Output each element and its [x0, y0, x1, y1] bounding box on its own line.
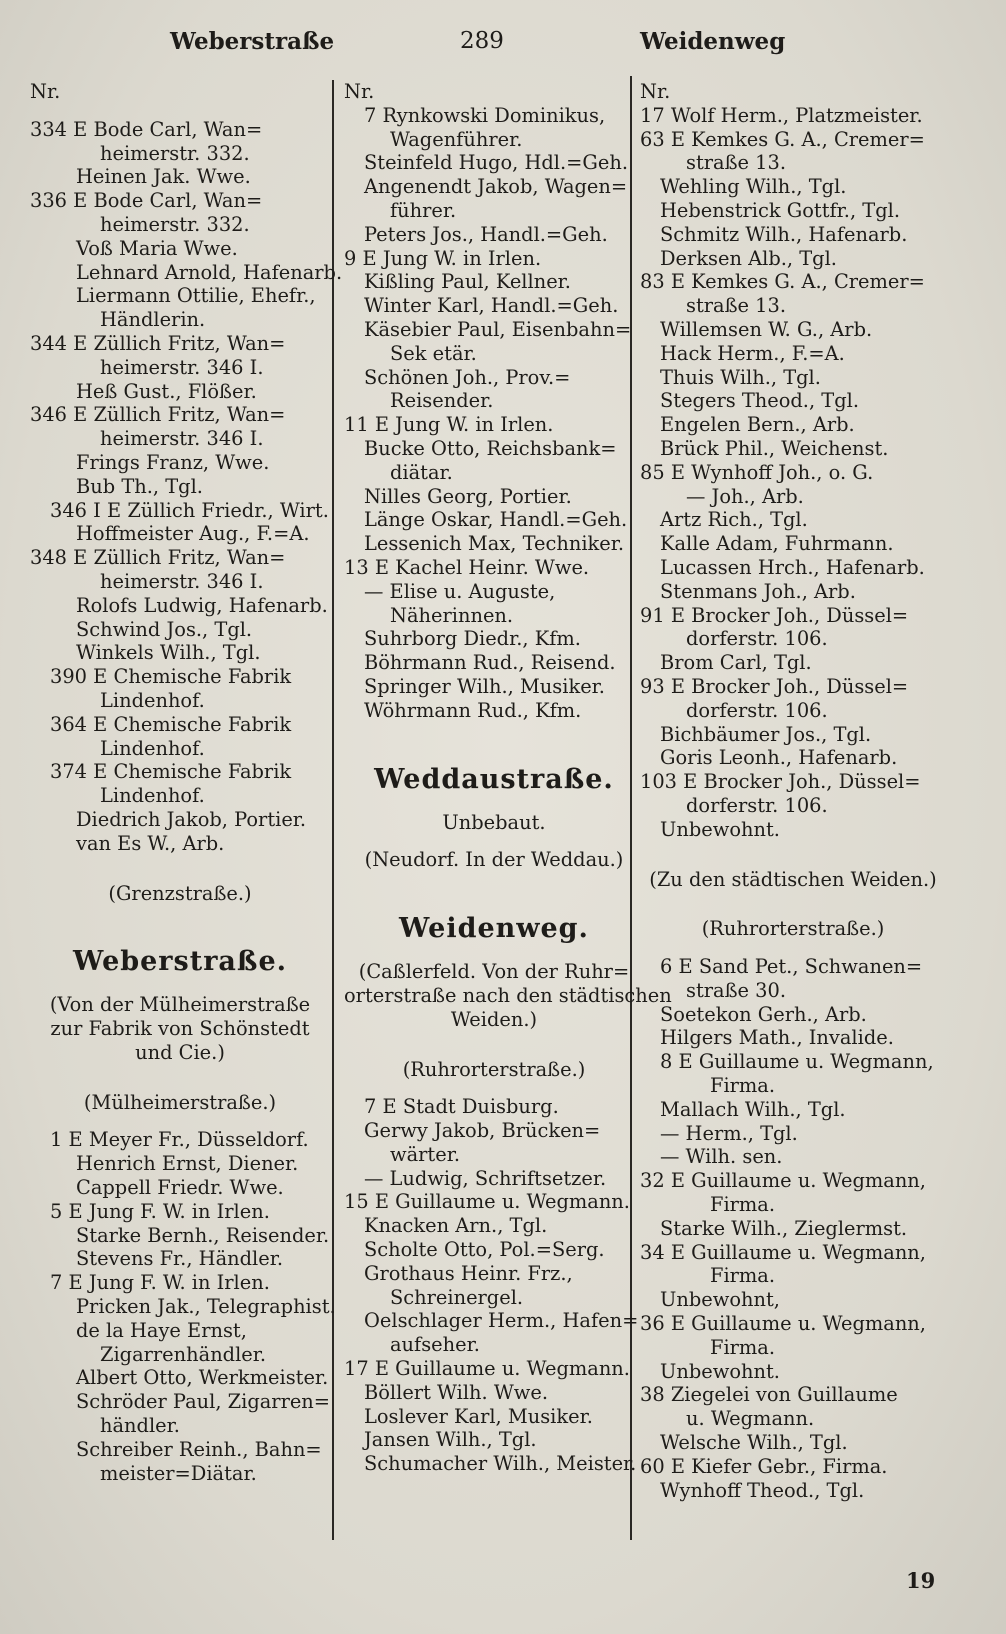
- entry-line: Brom Carl, Tgl.: [660, 651, 812, 675]
- entry-line: Kalle Adam, Fuhrmann.: [660, 532, 894, 556]
- entry-line: Goris Leonh., Hafenarb.: [660, 746, 898, 770]
- spacer: [344, 1032, 644, 1058]
- entry-line: 34 E Guillaume u. Wegmann,: [640, 1240, 926, 1264]
- entry-line: Käsebier Paul, Eisenbahn=: [364, 317, 632, 341]
- entry-line: Hilgers Math., Invalide.: [660, 1026, 894, 1050]
- entry-line: 8 E Guillaume u. Wegmann,: [660, 1050, 934, 1074]
- section-note: zur Fabrik von Schönstedt: [50, 1017, 310, 1041]
- entry-line: 374 E Chemische Fabrik: [50, 760, 292, 784]
- entry-line: Nr.: [344, 80, 375, 103]
- entry-line: Näherinnen.: [390, 603, 514, 627]
- entry-line: Heinen Jak. Wwe.: [76, 165, 251, 189]
- page-number: 289: [460, 28, 504, 54]
- entry-line: Albert Otto, Werkmeister.: [76, 1366, 329, 1390]
- entry-line: straße 13.: [686, 294, 787, 318]
- entry-line: Wynhoff Theod., Tgl.: [660, 1478, 865, 1502]
- entry-line: 17 E Guillaume u. Wegmann.: [344, 1357, 630, 1381]
- entry-line: dorferstr. 106.: [686, 627, 828, 651]
- column-rule-left: [332, 80, 334, 1540]
- entry-line: Lindenhof.: [100, 736, 205, 760]
- street-heading: Weidenweg.: [399, 913, 589, 945]
- street-heading: Weddaustraße.: [374, 763, 614, 795]
- entry-line: Lessenich Max, Techniker.: [364, 532, 625, 556]
- entry-line: 364 E Chemische Fabrik: [50, 712, 292, 736]
- entry-line: Firma.: [710, 1264, 776, 1288]
- entry-line: 1 E Meyer Fr., Düsseldorf.: [50, 1128, 309, 1152]
- entry-line: Firma.: [710, 1074, 776, 1098]
- entry-line: 7 E Stadt Duisburg.: [364, 1095, 559, 1119]
- entry-line: Lindenhof.: [100, 784, 205, 808]
- spacer: [30, 104, 330, 118]
- spacer: [640, 941, 946, 955]
- entry-line: Engelen Bern., Arb.: [660, 413, 855, 437]
- entry-line: Loslever Karl, Musiker.: [364, 1404, 593, 1428]
- entry-line: heimerstr. 346 I.: [100, 355, 264, 379]
- entry-line: Bichbäumer Jos., Tgl.: [660, 722, 872, 746]
- entry-line: 7 E Jung F. W. in Irlen.: [50, 1271, 270, 1295]
- entry-line: Jansen Wilh., Tgl.: [364, 1428, 537, 1452]
- entry-line: Gerwy Jakob, Brücken=: [364, 1119, 601, 1143]
- entry-line: Derksen Alb., Tgl.: [660, 246, 837, 270]
- entry-line: Lucassen Hrch., Hafenarb.: [660, 555, 925, 579]
- entry-line: Springer Wilh., Musiker.: [364, 674, 605, 698]
- entry-line: Böhrmann Rud., Reisend.: [364, 651, 616, 675]
- section-note: orterstraße nach den städtischen: [344, 983, 672, 1007]
- column-2: [344, 80, 672, 1476]
- entry-line: Schreinergel.: [390, 1285, 524, 1309]
- entry-line: 5 E Jung F. W. in Irlen.: [50, 1199, 270, 1223]
- entry-line: 103 E Brocker Joh., Düssel=: [640, 770, 921, 794]
- entry-line: 83 E Kemkes G. A., Cremer=: [640, 270, 925, 294]
- section-note: (Neudorf. In der Weddau.): [364, 848, 624, 872]
- entry-line: Heß Gust., Flößer.: [76, 379, 257, 403]
- entry-line: Schröder Paul, Zigarren=: [76, 1390, 331, 1414]
- entry-line: 36 E Guillaume u. Wegmann,: [640, 1312, 926, 1336]
- entry-line: Starke Wilh., Zieglermst.: [660, 1216, 908, 1240]
- entry-line: Böllert Wilh. Wwe.: [364, 1380, 549, 1404]
- section-note: (Mülheimerstraße.): [83, 1090, 277, 1114]
- entry-line: u. Wegmann.: [686, 1407, 815, 1431]
- entry-line: Länge Oskar, Handl.=Geh.: [364, 508, 628, 532]
- entry-line: 63 E Kemkes G. A., Cremer=: [640, 127, 925, 151]
- entry-line: aufseher.: [390, 1333, 480, 1357]
- spacer: [30, 1065, 330, 1091]
- section-note: (Zu den städtischen Weiden.): [649, 867, 937, 891]
- entry-line: Händlerin.: [100, 308, 206, 332]
- entry-line: 15 E Guillaume u. Wegmann.: [344, 1190, 630, 1214]
- spacer: [30, 979, 330, 993]
- section-note: (Ruhrorterstraße.): [402, 1057, 586, 1081]
- section-note: (Caßlerfeld. Von der Ruhr=: [358, 960, 630, 984]
- entry-line: 334 E Bode Carl, Wan=: [30, 117, 263, 141]
- entry-line: 32 E Guillaume u. Wegmann,: [640, 1169, 926, 1193]
- entry-line: van Es W., Arb.: [76, 831, 225, 855]
- entry-line: Stegers Theod., Tgl.: [660, 389, 860, 413]
- entry-line: Bucke Otto, Reichsbank=: [364, 436, 617, 460]
- entry-line: dorferstr. 106.: [686, 698, 828, 722]
- entry-line: 7 Rynkowski Dominikus,: [364, 103, 606, 127]
- entry-line: Hack Herm., F.=A.: [660, 341, 845, 365]
- entry-line: Rolofs Ludwig, Hafenarb.: [76, 593, 328, 617]
- spacer: [344, 834, 644, 848]
- entry-line: de la Haye Ernst,: [76, 1318, 247, 1342]
- entry-line: Winter Karl, Handl.=Geh.: [364, 294, 619, 318]
- entry-line: Unbewohnt,: [660, 1288, 780, 1312]
- entry-line: Peters Jos., Handl.=Geh.: [364, 222, 608, 246]
- entry-line: Grothaus Heinr. Frz.,: [364, 1261, 573, 1285]
- entry-line: 346 I E Züllich Friedr., Wirt.: [50, 498, 329, 522]
- entry-line: 346 E Züllich Fritz, Wan=: [30, 403, 286, 427]
- column-3: [640, 80, 946, 1502]
- entry-line: 60 E Kiefer Gebr., Firma.: [640, 1454, 888, 1478]
- spacer: [344, 1081, 644, 1095]
- entry-line: Schönen Joh., Prov.=: [364, 365, 571, 389]
- entry-line: händler.: [100, 1414, 180, 1438]
- entry-line: Kißling Paul, Kellner.: [364, 270, 571, 294]
- entry-line: Pricken Jak., Telegraphist.: [76, 1295, 336, 1319]
- entry-line: Suhrborg Diedr., Kfm.: [364, 627, 581, 651]
- entry-line: heimerstr. 346 I.: [100, 427, 264, 451]
- section-note: Weiden.): [450, 1007, 538, 1031]
- entry-line: Sek etär.: [390, 341, 477, 365]
- entry-line: Nr.: [30, 80, 61, 103]
- entry-line: 17 Wolf Herm., Platzmeister.: [640, 103, 923, 127]
- entry-line: — Wilh. sen.: [660, 1145, 783, 1169]
- entry-line: Starke Bernh., Reisender.: [76, 1223, 330, 1247]
- entry-line: Hoffmeister Aug., F.=A.: [76, 522, 310, 546]
- entry-line: Wagenführer.: [390, 127, 523, 151]
- entry-line: straße 30.: [686, 978, 787, 1002]
- entry-line: heimerstr. 346 I.: [100, 569, 264, 593]
- section-note: (Von der Mülheimerstraße: [49, 993, 311, 1017]
- header-left-street: Weberstraße: [170, 28, 335, 55]
- entry-line: — Ludwig, Schriftsetzer.: [364, 1166, 607, 1190]
- entry-line: Cappell Friedr. Wwe.: [76, 1176, 284, 1200]
- entry-line: 9 E Jung W. in Irlen.: [344, 246, 542, 270]
- section-note: und Cie.): [135, 1040, 225, 1064]
- entry-line: 13 E Kachel Heinr. Wwe.: [344, 555, 590, 579]
- entry-line: Voß Maria Wwe.: [76, 236, 238, 260]
- entry-line: wärter.: [390, 1142, 460, 1166]
- entry-line: Soetekon Gerh., Arb.: [660, 1002, 867, 1026]
- entry-line: Unbewohnt.: [660, 817, 780, 841]
- entry-line: Stenmans Joh., Arb.: [660, 579, 856, 603]
- column-1: [30, 80, 343, 1485]
- spacer: [30, 1114, 330, 1128]
- entry-line: meister=Diätar.: [100, 1461, 257, 1485]
- entry-line: 6 E Sand Pet., Schwanen=: [660, 955, 923, 979]
- entry-line: Bub Th., Tgl.: [76, 474, 203, 498]
- entry-line: 85 E Wynhoff Joh., o. G.: [640, 460, 874, 484]
- spacer: [344, 723, 644, 763]
- spacer: [640, 891, 946, 917]
- entry-line: Schwind Jos., Tgl.: [76, 617, 253, 641]
- street-heading: Weberstraße.: [72, 946, 288, 978]
- entry-line: Welsche Wilh., Tgl.: [660, 1431, 848, 1455]
- entry-line: Diedrich Jakob, Portier.: [76, 807, 307, 831]
- entry-line: führer.: [390, 198, 457, 222]
- entry-line: 91 E Brocker Joh., Düssel=: [640, 603, 909, 627]
- entry-line: — Elise u. Auguste,: [364, 579, 556, 603]
- entry-line: Lindenhof.: [100, 688, 205, 712]
- entry-line: Thuis Wilh., Tgl.: [660, 365, 821, 389]
- section-note: (Ruhrorterstraße.): [701, 917, 885, 941]
- entry-line: Oelschlager Herm., Hafen=: [364, 1309, 639, 1333]
- spacer: [344, 872, 644, 912]
- signature-number: 19: [906, 1568, 936, 1593]
- entry-line: — Joh., Arb.: [686, 484, 804, 508]
- entry-line: 336 E Bode Carl, Wan=: [30, 189, 263, 213]
- entry-line: Schumacher Wilh., Meister.: [364, 1452, 637, 1476]
- entry-line: Nilles Georg, Portier.: [364, 484, 572, 508]
- entry-line: dorferstr. 106.: [686, 793, 828, 817]
- entry-line: Hebenstrick Gottfr., Tgl.: [660, 198, 901, 222]
- entry-line: Firma.: [710, 1193, 776, 1217]
- spacer: [344, 946, 644, 960]
- entry-line: Willemsen W. G., Arb.: [660, 317, 873, 341]
- entry-line: heimerstr. 332.: [100, 212, 250, 236]
- entry-line: Wehling Wilh., Tgl.: [660, 175, 847, 199]
- entry-line: Winkels Wilh., Tgl.: [76, 641, 261, 665]
- entry-line: Liermann Ottilie, Ehefr.,: [76, 284, 316, 308]
- spacer: [344, 797, 644, 811]
- entry-line: 93 E Brocker Joh., Düssel=: [640, 674, 909, 698]
- running-header: [0, 28, 1006, 64]
- entry-line: Henrich Ernst, Diener.: [76, 1152, 299, 1176]
- entry-line: 11 E Jung W. in Irlen.: [344, 413, 554, 437]
- entry-line: 348 E Züllich Fritz, Wan=: [30, 546, 286, 570]
- entry-line: Lehnard Arnold, Hafenarb.: [76, 260, 343, 284]
- entry-line: Artz Rich., Tgl.: [660, 508, 808, 532]
- section-note: Unbebaut.: [442, 810, 546, 834]
- entry-line: diätar.: [390, 460, 453, 484]
- entry-line: Knacken Arn., Tgl.: [364, 1214, 548, 1238]
- spacer: [30, 856, 330, 882]
- entry-line: heimerstr. 332.: [100, 141, 250, 165]
- entry-line: Scholte Otto, Pol.=Serg.: [364, 1238, 605, 1262]
- entry-line: Wöhrmann Rud., Kfm.: [364, 698, 582, 722]
- entry-line: Brück Phil., Weichenst.: [660, 436, 889, 460]
- spacer: [640, 842, 946, 868]
- entry-line: Schreiber Reinh., Bahn=: [76, 1437, 322, 1461]
- entry-line: 38 Ziegelei von Guillaume: [640, 1383, 898, 1407]
- entry-line: straße 13.: [686, 151, 787, 175]
- entry-line: Reisender.: [390, 389, 494, 413]
- section-note: (Grenzstraße.): [108, 881, 252, 905]
- entry-line: Frings Franz, Wwe.: [76, 450, 270, 474]
- entry-line: Firma.: [710, 1335, 776, 1359]
- entry-line: Zigarrenhändler.: [100, 1342, 267, 1366]
- entry-line: Schmitz Wilh., Hafenarb.: [660, 222, 908, 246]
- entry-line: Mallach Wilh., Tgl.: [660, 1097, 846, 1121]
- entry-line: Nr.: [640, 80, 671, 103]
- entry-line: — Herm., Tgl.: [660, 1121, 798, 1145]
- entry-line: Angenendt Jakob, Wagen=: [364, 175, 628, 199]
- entry-line: Stevens Fr., Händler.: [76, 1247, 284, 1271]
- entry-line: 390 E Chemische Fabrik: [50, 665, 292, 689]
- entry-line: Unbewohnt.: [660, 1359, 780, 1383]
- entry-line: Steinfeld Hugo, Hdl.=Geh.: [364, 151, 629, 175]
- header-right-street: Weidenweg: [640, 28, 786, 55]
- entry-line: 344 E Züllich Fritz, Wan=: [30, 331, 286, 355]
- spacer: [30, 905, 330, 945]
